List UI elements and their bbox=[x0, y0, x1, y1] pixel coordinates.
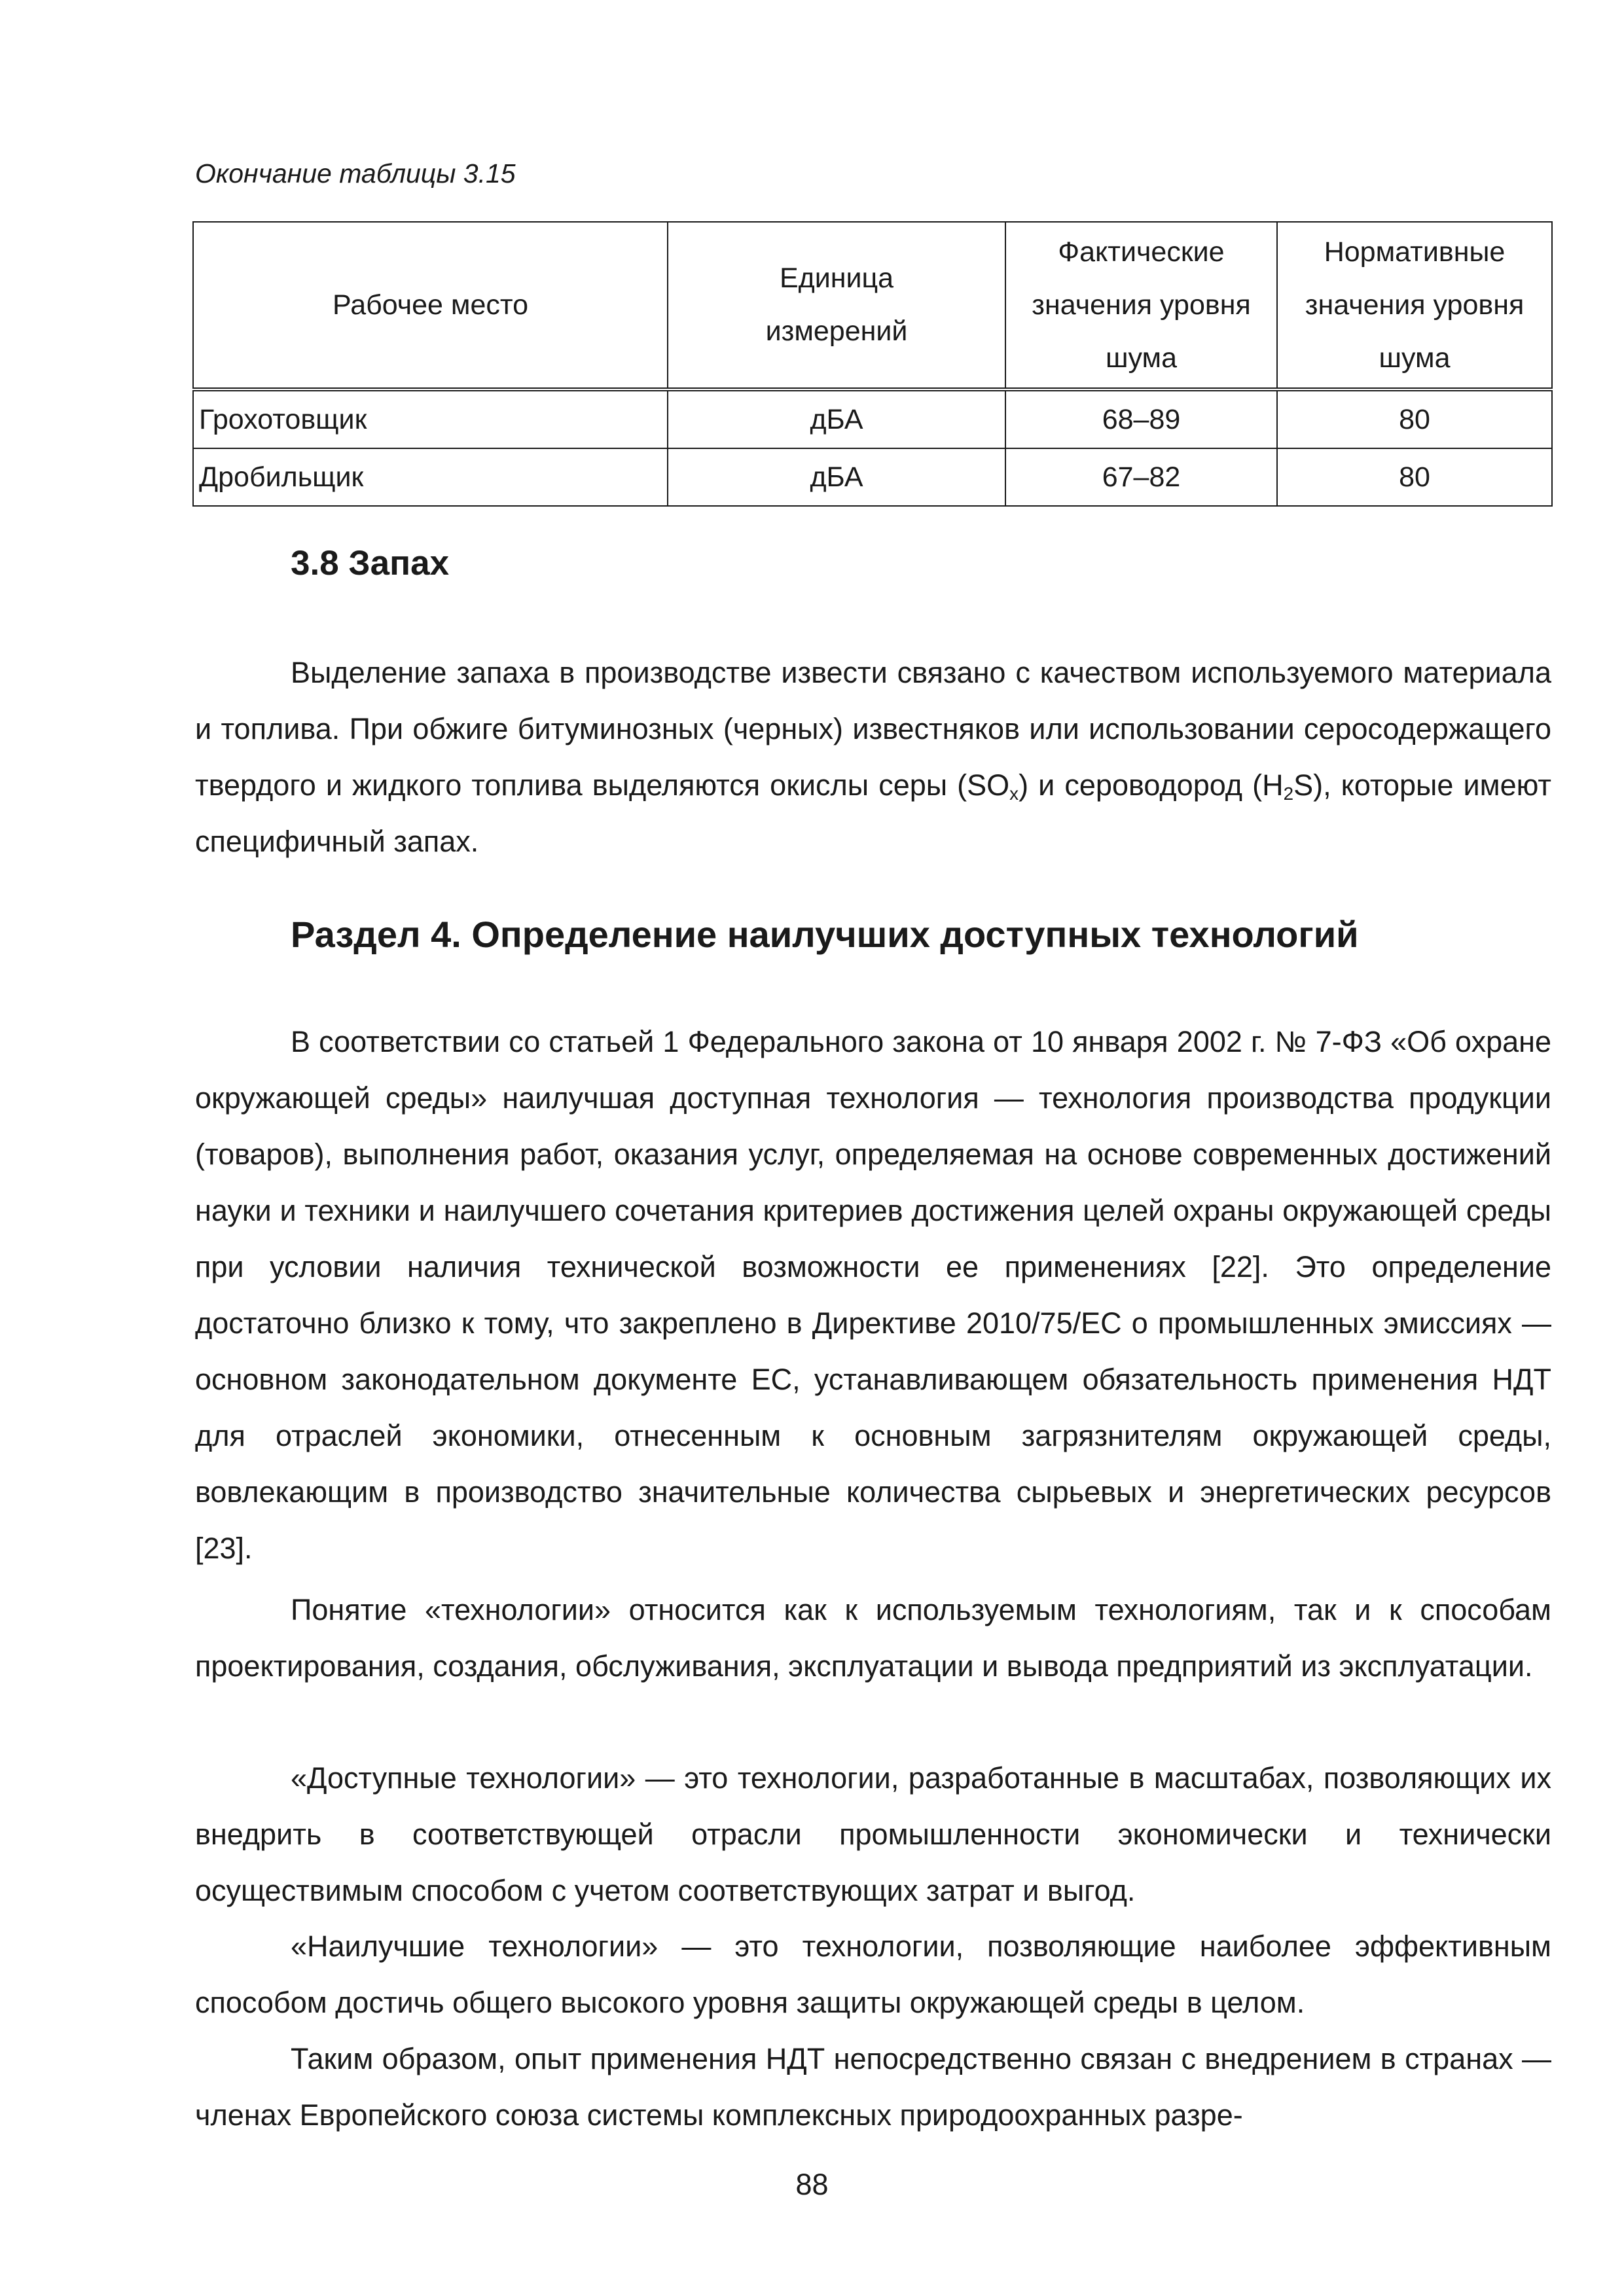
paragraph: В соответствии со статьей 1 Федерального закона от 10 января 2002 г. № 7-ФЗ «Об охране окружающей среды» наилучшая доступная технология — технология производства продукции (товаров), выполнения работ, оказания услуг, определяемая на основе современных достижений науки и техники и наилучшего сочетания критериев достижения целей охраны окружающей среды при условии наличия технической возможности ее применениях [22]. Это определение достаточно близко к тому, что закреплено в Директиве 2010/75/ЕС о промышленных эмиссиях — основном законодательном документе ЕС, устанавливающем обязательность применения НДТ для отраслей экономики, отнесенным к основным загрязнителям окружающей среды, вовлекающим в производство значительные количества сырьевых и энергетических ресурсов [23]. bbox=[195, 1025, 1551, 1565]
odor-text-a: Выделение запаха в производстве извести связано с качеством используемого материала и топлива. При обжиге битуминозных (черных) известняков или использовании серосодержащего твердого и жидкого топлива выделяются окислы серы (SO bbox=[195, 656, 1551, 802]
cell-actual: 68–89 bbox=[1005, 389, 1277, 448]
paragraph: «Доступные технологии» — это технологии, разработанные в масштабах, позволяющих их внедрить в соответствующей отрасли промышленности экономически и технически осуществимым способом с учетом соответствующих затрат и выгод. bbox=[195, 1761, 1551, 1907]
table-caption: Окончание таблицы 3.15 bbox=[195, 158, 516, 188]
table-header-row bbox=[193, 222, 1552, 389]
table-row bbox=[193, 448, 1552, 506]
paragraph: Таким образом, опыт применения НДТ непосредственно связан с внедрением в странах — членах Европейского союза системы комплексных природоохранных разре- bbox=[195, 2042, 1551, 2132]
paragraph: Понятие «технологии» относится как к используемым технологиям, так и к способам проектирования, создания, обслуживания, эксплуатации и вывода предприятий из эксплуатации. bbox=[195, 1593, 1551, 1683]
paragraph: «Наилучшие технологии» — это технологии, позволяющие наиболее эффективным способом достичь общего высокого уровня защиты окружающей среды в целом. bbox=[195, 1929, 1551, 2019]
odor-sub-2: 2 bbox=[1283, 783, 1294, 804]
header-unit: Единица измерений bbox=[668, 222, 1005, 389]
odor-text-b: ) и сероводород (H bbox=[1019, 768, 1284, 802]
cell-normative: 80 bbox=[1277, 448, 1552, 506]
noise-level-table bbox=[192, 221, 1553, 507]
cell-actual: 67–82 bbox=[1005, 448, 1277, 506]
cell-unit: дБА bbox=[668, 389, 1005, 448]
header-actual-noise: Фактические значения уровня шума bbox=[1005, 222, 1277, 389]
header-workplace: Рабочее место bbox=[193, 222, 668, 389]
paragraph-odor bbox=[195, 645, 1551, 870]
cell-workplace: Грохотовщик bbox=[193, 389, 668, 448]
cell-normative: 80 bbox=[1277, 389, 1552, 448]
cell-unit: дБА bbox=[668, 448, 1005, 506]
odor-text-c: S), которые имеют специфичный запах. bbox=[195, 768, 1551, 858]
table-row bbox=[193, 389, 1552, 448]
section-heading-bat: Раздел 4. Определение наилучших доступных технологий bbox=[291, 914, 1359, 955]
cell-workplace: Дробильщик bbox=[193, 448, 668, 506]
section-heading-odor: 3.8 Запах bbox=[291, 544, 450, 583]
page-number: 88 bbox=[795, 2168, 829, 2201]
odor-sub-x: x bbox=[1009, 783, 1019, 804]
header-normative-noise: Нормативные значения уровня шума bbox=[1277, 222, 1552, 389]
